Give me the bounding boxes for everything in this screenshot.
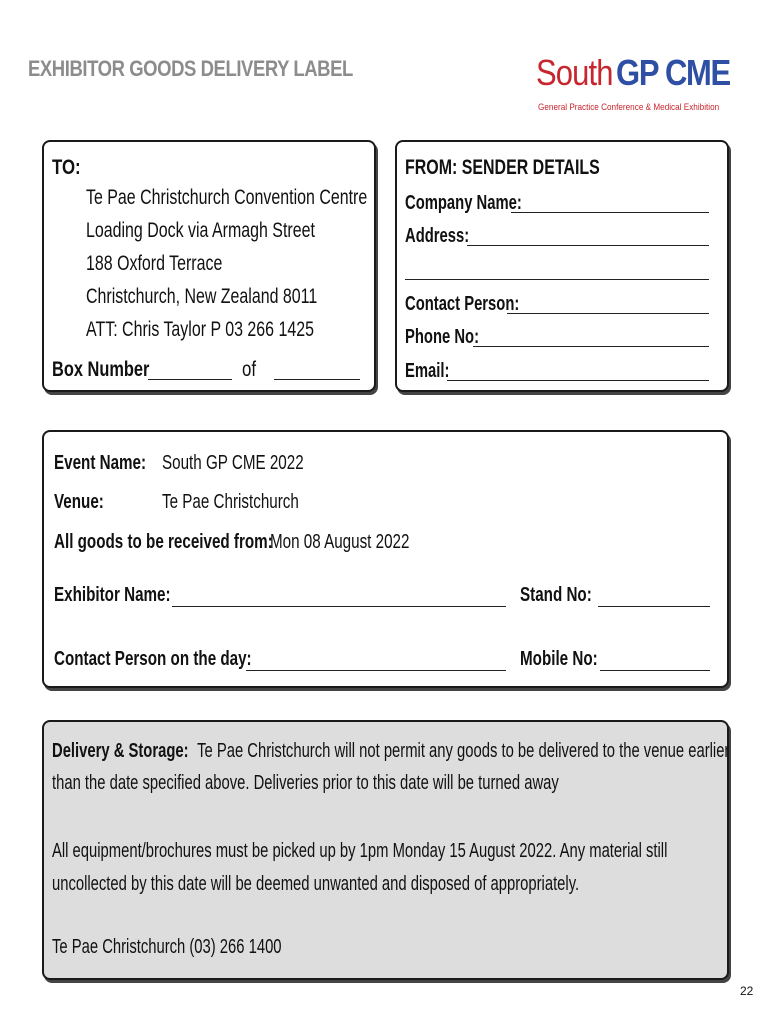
sender-details-heading: FROM: SENDER DETAILS [405, 156, 600, 179]
logo-tagline: General Practice Conference & Medical Exhibition [538, 102, 720, 113]
pickup-text-2: uncollected by this date will be deemed unwanted and disposed of appropriately. [52, 873, 580, 895]
venue-label: Venue: [54, 491, 104, 513]
contact-person-label: Contact Person: [405, 293, 520, 315]
address-line-3: 188 Oxford Terrace [86, 252, 223, 275]
delivery-line-1 [52, 740, 729, 763]
event-details-box [42, 430, 729, 688]
logo-south-text: South [536, 52, 613, 93]
exhibitor-name-field[interactable] [172, 606, 506, 607]
mobile-no-label: Mobile No: [520, 648, 598, 670]
pickup-text-1: All equipment/brochures must be picked up by 1pm Monday 15 August 2022. Any material still [52, 840, 668, 862]
address-field-line-1[interactable] [467, 245, 709, 246]
page-number: 22 [740, 984, 754, 998]
event-name-value: South GP CME 2022 [162, 452, 304, 474]
goods-received-value: Mon 08 August 2022 [270, 531, 410, 553]
delivery-text-1: Te Pae Christchurch will not permit any goods to be delivered to the venue earlier [197, 740, 730, 762]
box-total-field[interactable] [274, 379, 360, 380]
to-address-box [42, 140, 376, 392]
contact-person-field[interactable] [507, 313, 709, 314]
venue-phone-text: Te Pae Christchurch (03) 266 1400 [52, 936, 282, 958]
to-label: TO: [52, 156, 81, 179]
box-number-field[interactable] [148, 379, 232, 380]
address-line-4: Christchurch, New Zealand 8011 [86, 285, 318, 308]
event-name-label: Event Name: [54, 452, 147, 474]
logo-gpcme-text: GP CME [616, 52, 730, 93]
address-line-2: Loading Dock via Armagh Street [86, 219, 315, 242]
email-label: Email: [405, 360, 450, 382]
of-label: of [242, 358, 257, 381]
sender-details-box [395, 140, 729, 392]
document-title: EXHIBITOR GOODS DELIVERY LABEL [28, 56, 353, 81]
contact-on-day-label: Contact Person on the day: [54, 648, 252, 670]
address-line-5: ATT: Chris Taylor P 03 266 1425 [86, 318, 314, 341]
address-field-line-2[interactable] [405, 279, 709, 280]
delivery-text-2: than the date specified above. Deliveries prior to this date will be turned away [52, 772, 559, 794]
company-name-label: Company Name: [405, 192, 522, 214]
address-line-1: Te Pae Christchurch Convention Centre [86, 186, 368, 209]
phone-field[interactable] [473, 346, 709, 347]
phone-label: Phone No: [405, 326, 479, 348]
delivery-storage-notice [42, 720, 729, 980]
venue-value: Te Pae Christchurch [162, 491, 299, 513]
company-name-field[interactable] [511, 212, 709, 213]
south-gp-cme-logo [536, 52, 730, 120]
address-label: Address: [405, 225, 470, 247]
email-field[interactable] [447, 380, 709, 381]
mobile-no-field[interactable] [600, 670, 710, 671]
stand-no-label: Stand No: [520, 584, 592, 606]
contact-on-day-field[interactable] [246, 670, 506, 671]
exhibitor-name-label: Exhibitor Name: [54, 584, 171, 606]
box-number-label: Box Number [52, 358, 150, 381]
delivery-storage-label: Delivery & Storage: [52, 740, 189, 762]
stand-no-field[interactable] [598, 606, 710, 607]
goods-received-label: All goods to be received from: [54, 531, 273, 553]
